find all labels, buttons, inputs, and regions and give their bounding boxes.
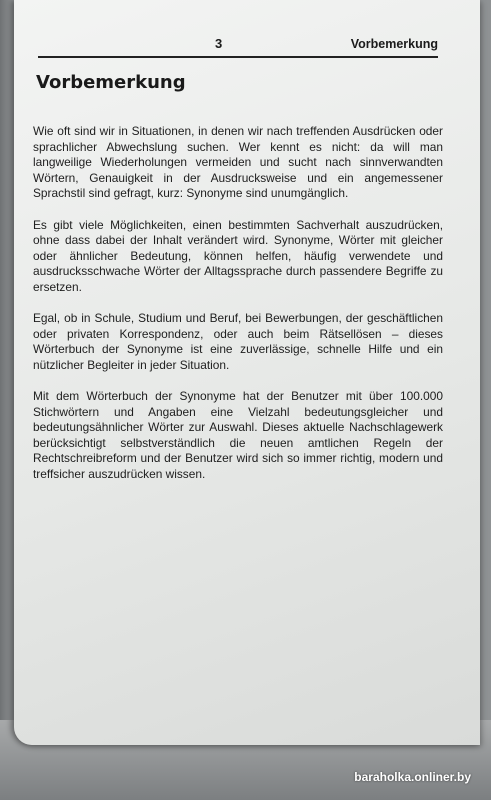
section-title: Vorbemerkung bbox=[36, 72, 186, 93]
running-head bbox=[38, 34, 438, 58]
page-number: 3 bbox=[215, 36, 223, 51]
paragraph: Egal, ob in Schule, Studium und Beruf, bei Bewerbungen, der geschäftlichen oder privaten Korrespondenz, oder auch beim Rätsellösen – dieses Wörterbuch der Synonyme ist eine zuverlässige, schnelle Hilfe und ein nützlicher Begleiter in jeder Situation. bbox=[33, 311, 443, 372]
paragraph: Mit dem Wörterbuch der Synonyme hat der Benutzer mit über 100.000 Stichwörtern und Angaben eine Vielzahl bedeutungsgleicher und bedeutungsähnlicher Wörter zur Auswahl. Dieses aktuelle Nachschlagewerk berücksichtigt selbstverständlich die neuen amtlichen Regeln der Rechtschreibreform und der Benutzer wird sich so immer richtig, modern und treffsicher auszudrücken wissen. bbox=[33, 389, 443, 481]
watermark: baraholka.onliner.by bbox=[354, 770, 471, 784]
body-text bbox=[33, 124, 443, 498]
running-head-title: Vorbemerkung bbox=[350, 37, 438, 51]
paragraph: Wie oft sind wir in Situationen, in denen wir nach treffenden Ausdrücken oder sprachlicher Abwechslung suchen. Wer kennt es nicht: da will man langweilige Wiederholungen vermeiden und sucht nach sinnverwandten Wörtern, Genauigkeit in der Ausdrucksweise und ein angemessener Sprachstil sind gefragt, kurz: Synonyme sind unumgänglich. bbox=[33, 124, 443, 200]
paragraph: Es gibt viele Möglichkeiten, einen bestimmten Sachverhalt auszudrücken, ohne dass dabei der Inhalt verändert wird. Synonyme, Wörter mit gleicher oder ähnlicher Bedeutung, können helfen, häufig verwendete und ausdrucksschwache Wörter der Alltagssprache durch passendere Begriffe zu ersetzen. bbox=[33, 217, 443, 294]
book-page bbox=[14, 0, 480, 745]
